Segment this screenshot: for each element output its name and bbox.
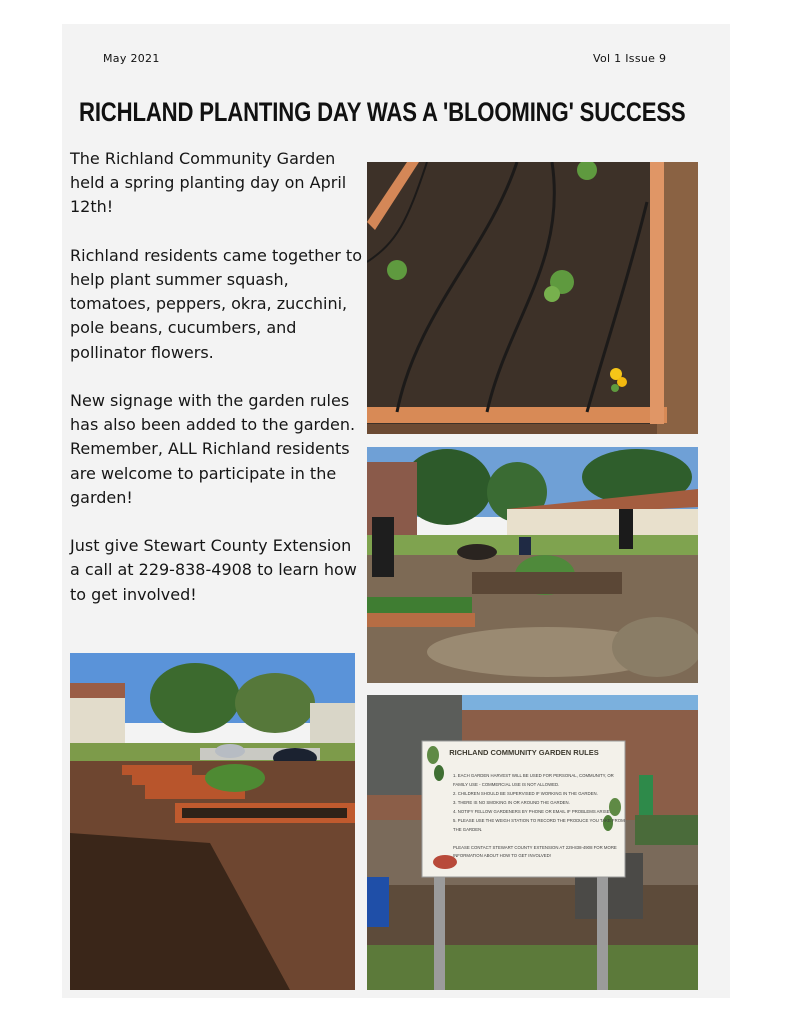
issue-date: May 2021 <box>103 52 160 65</box>
article-paragraph: Just give Stewart County Extension a call at 229-838-4908 to learn how to get involved! <box>70 536 357 604</box>
photo-raised-bed-closeup <box>367 162 698 434</box>
sign-rule: 5. PLEASE USE THE WEIGH STATION TO RECORD THE PRODUCE YOU TAKE FROM <box>453 818 625 823</box>
sign-rule: FAMILY USE - COMMERCIAL USE IS NOT ALLOWED. <box>453 782 560 787</box>
sign-title: RICHLAND COMMUNITY GARDEN RULES <box>449 748 599 757</box>
photo-garden-rules-sign <box>367 695 698 990</box>
article-paragraph: New signage with the garden rules has also been added to the garden. Remember, ALL Richland residents are welcome to participate in the garden! <box>70 391 356 507</box>
sign-rule: 2. CHILDREN SHOULD BE SUPERVISED IF WORKING IN THE GARDEN. <box>453 791 598 796</box>
sign-rule: 3. THERE IS NO SMOKING IN OR AROUND THE GARDEN. <box>453 800 570 805</box>
sign-footer: PLEASE CONTACT STEWART COUNTY EXTENSION AT 229-838-4908 FOR MORE <box>453 845 617 850</box>
article-body <box>70 147 362 631</box>
headline: RICHLAND PLANTING DAY WAS A 'BLOOMING' SUCCESS <box>79 97 686 127</box>
sign-rule: 1. EACH GARDEN HARVEST WILL BE USED FOR PERSONAL, COMMUNITY, OR <box>453 773 614 778</box>
photo-planting-day <box>367 447 698 683</box>
sign-footer: INFORMATION ABOUT HOW TO GET INVOLVED! <box>453 853 551 858</box>
sign-rule: THE GARDEN. <box>453 827 483 832</box>
article-paragraph: The Richland Community Garden held a spring planting day on April 12th! <box>70 149 347 217</box>
sign-rule: 4. NOTIFY FELLOW GARDENERS BY PHONE OR EMAIL IF PROBLEMS ARISE. <box>453 809 611 814</box>
photo-raised-bed-rows <box>70 653 355 990</box>
extension-logo-icon <box>433 855 457 869</box>
article-paragraph: Richland residents came together to help plant summer squash, tomatoes, peppers, okra, zucchini, pole beans, cucumbers, and pollinator flowers. <box>70 245 362 362</box>
volume-issue: Vol 1 Issue 9 <box>593 52 667 65</box>
